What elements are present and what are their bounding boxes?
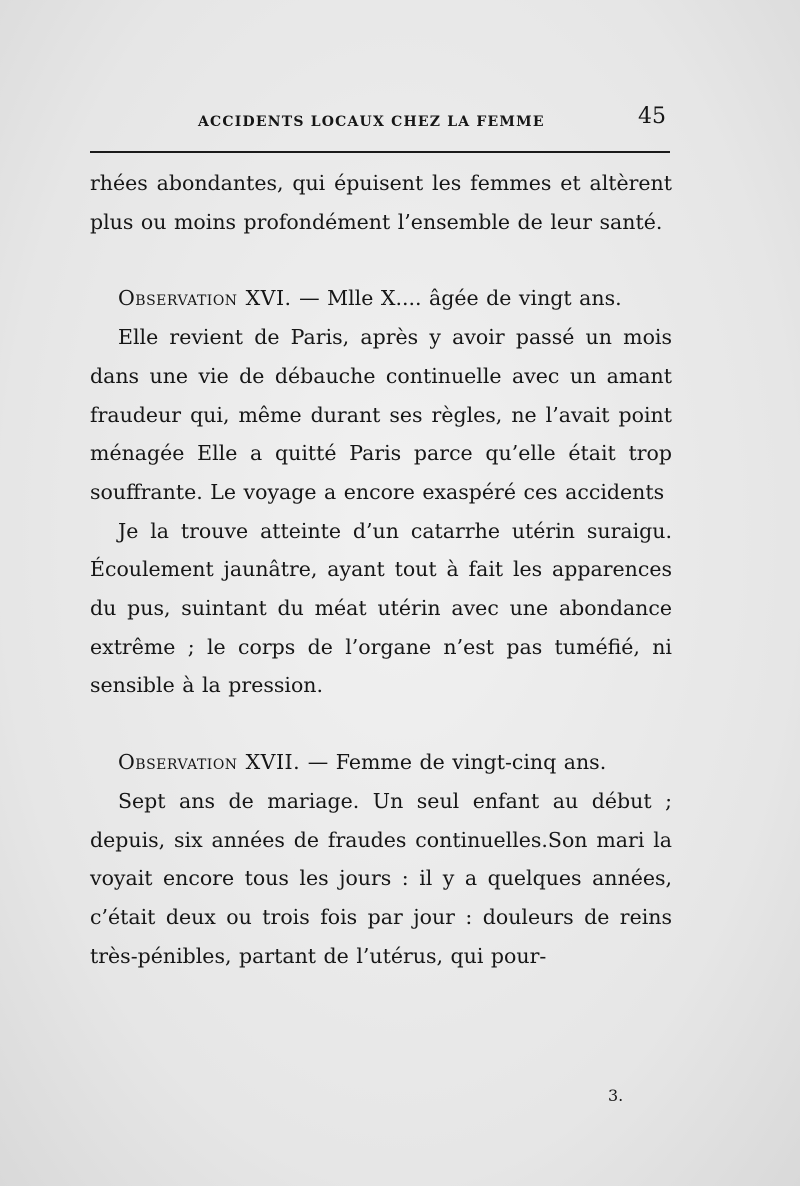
header-rule [90,151,670,153]
running-title: ACCIDENTS LOCAUX CHEZ LA FEMME [198,114,545,130]
body-text [90,164,672,975]
paragraph-observation-xvi-findings: Je la trouve atteinte d’un catarrhe utérin suraigu. Écoulement jaunâtre, ayant tout à fait les apparences du pus, suintant du méat utérin avec une abondance extrême ; le corps de l’organe n’est pas tuméfié, ni sensible à la pression. [90,518,672,698]
paragraph-observation-xvii-body: Sept ans de mariage. Un seul enfant au début ; depuis, six années de fraudes continuelles.Son mari la voyait encore tous les jours : il y a quelques années, c’était deux ou trois fois par jour : douleurs de reins très-pénibles, partant de l’utérus, qui pour- [90,788,672,968]
section-gap [90,705,672,743]
page-number: 45 [638,104,666,129]
observation-xvii-label: Observation XVII. [118,750,301,775]
observation-xvii-heading [90,743,672,782]
observation-xvi-subject: — Mlle X.... âgée de vingt ans. [291,286,622,311]
page-header [90,104,670,144]
observation-xvii-subject: — Femme de vingt-cinq ans. [300,750,607,775]
observation-xvi-label: Observation XVI. [118,286,292,311]
paragraph-observation-xvi-body: Elle revient de Paris, après y avoir passé un mois dans une vie de débauche continuelle avec un amant fraudeur qui, même durant ses règles, ne l’avait point ménagée Elle a quitté Paris parce qu’elle était trop souffrante. Le voyage a encore exaspéré ces accidents [90,325,672,504]
observation-xvi-heading [90,279,672,318]
section-gap [90,241,672,279]
signature-mark: 3. [608,1086,624,1105]
paragraph-continuation: rhées abondantes, qui épuisent les femmes et altèrent plus ou moins profondément l’ensemble de leur santé. [90,171,672,234]
